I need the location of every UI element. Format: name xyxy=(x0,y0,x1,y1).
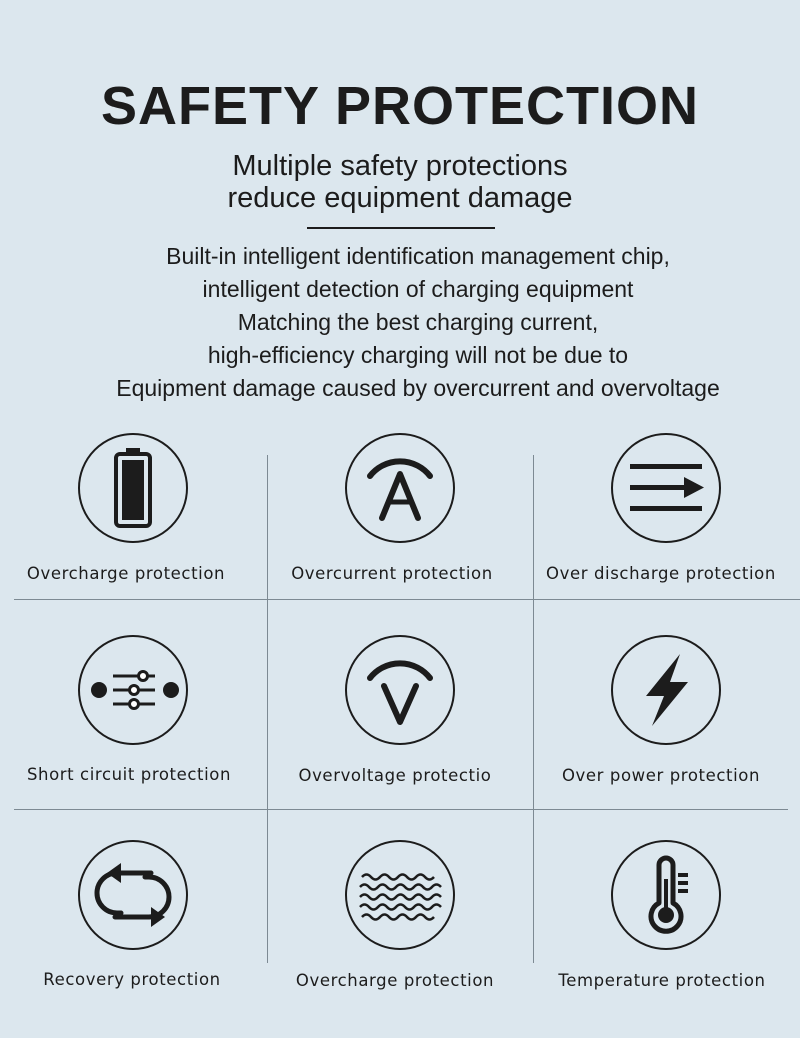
grid-divider xyxy=(267,455,268,963)
title-divider xyxy=(307,227,495,229)
feature-label: Over discharge protection xyxy=(546,564,776,583)
battery-icon xyxy=(77,432,189,544)
description-line: Equipment damage caused by overcurrent and overvoltage xyxy=(116,375,720,401)
feature-label: Temperature protection xyxy=(558,971,766,990)
description-line: high-efficiency charging will not be due to xyxy=(207,342,629,368)
page-subtitle xyxy=(0,150,800,214)
grid-divider xyxy=(533,455,534,963)
description-line: Built-in intelligent identification management chip, xyxy=(166,243,670,269)
thermometer-icon xyxy=(610,839,722,951)
description-line: Matching the best charging current, xyxy=(237,309,599,335)
feature-label: Overcharge protection xyxy=(26,564,226,583)
lightning-icon xyxy=(610,634,722,746)
feature-label: Overcurrent protection xyxy=(291,564,493,583)
description-line: intelligent detection of charging equipment xyxy=(202,276,634,302)
voltmeter-icon xyxy=(344,634,456,746)
feature-label: Overcharge protection xyxy=(295,971,495,990)
feature-label: Recovery protection xyxy=(43,970,221,989)
feature-label: Over power protection xyxy=(561,766,761,785)
grid-divider xyxy=(14,599,800,600)
grid-divider xyxy=(14,809,788,810)
page-title: SAFETY PROTECTION xyxy=(100,76,700,136)
feature-label: Short circuit protection xyxy=(26,765,232,784)
description xyxy=(0,240,800,405)
heat-waves-icon xyxy=(344,839,456,951)
discharge-arrow-icon xyxy=(610,432,722,544)
loop-arrows-icon xyxy=(77,839,189,951)
feature-label: Overvoltage protectio xyxy=(298,766,492,785)
ammeter-icon xyxy=(344,432,456,544)
subtitle-line: reduce equipment damage xyxy=(227,182,573,214)
subtitle-line: Multiple safety protections xyxy=(232,150,568,182)
circuit-icon xyxy=(77,634,189,746)
